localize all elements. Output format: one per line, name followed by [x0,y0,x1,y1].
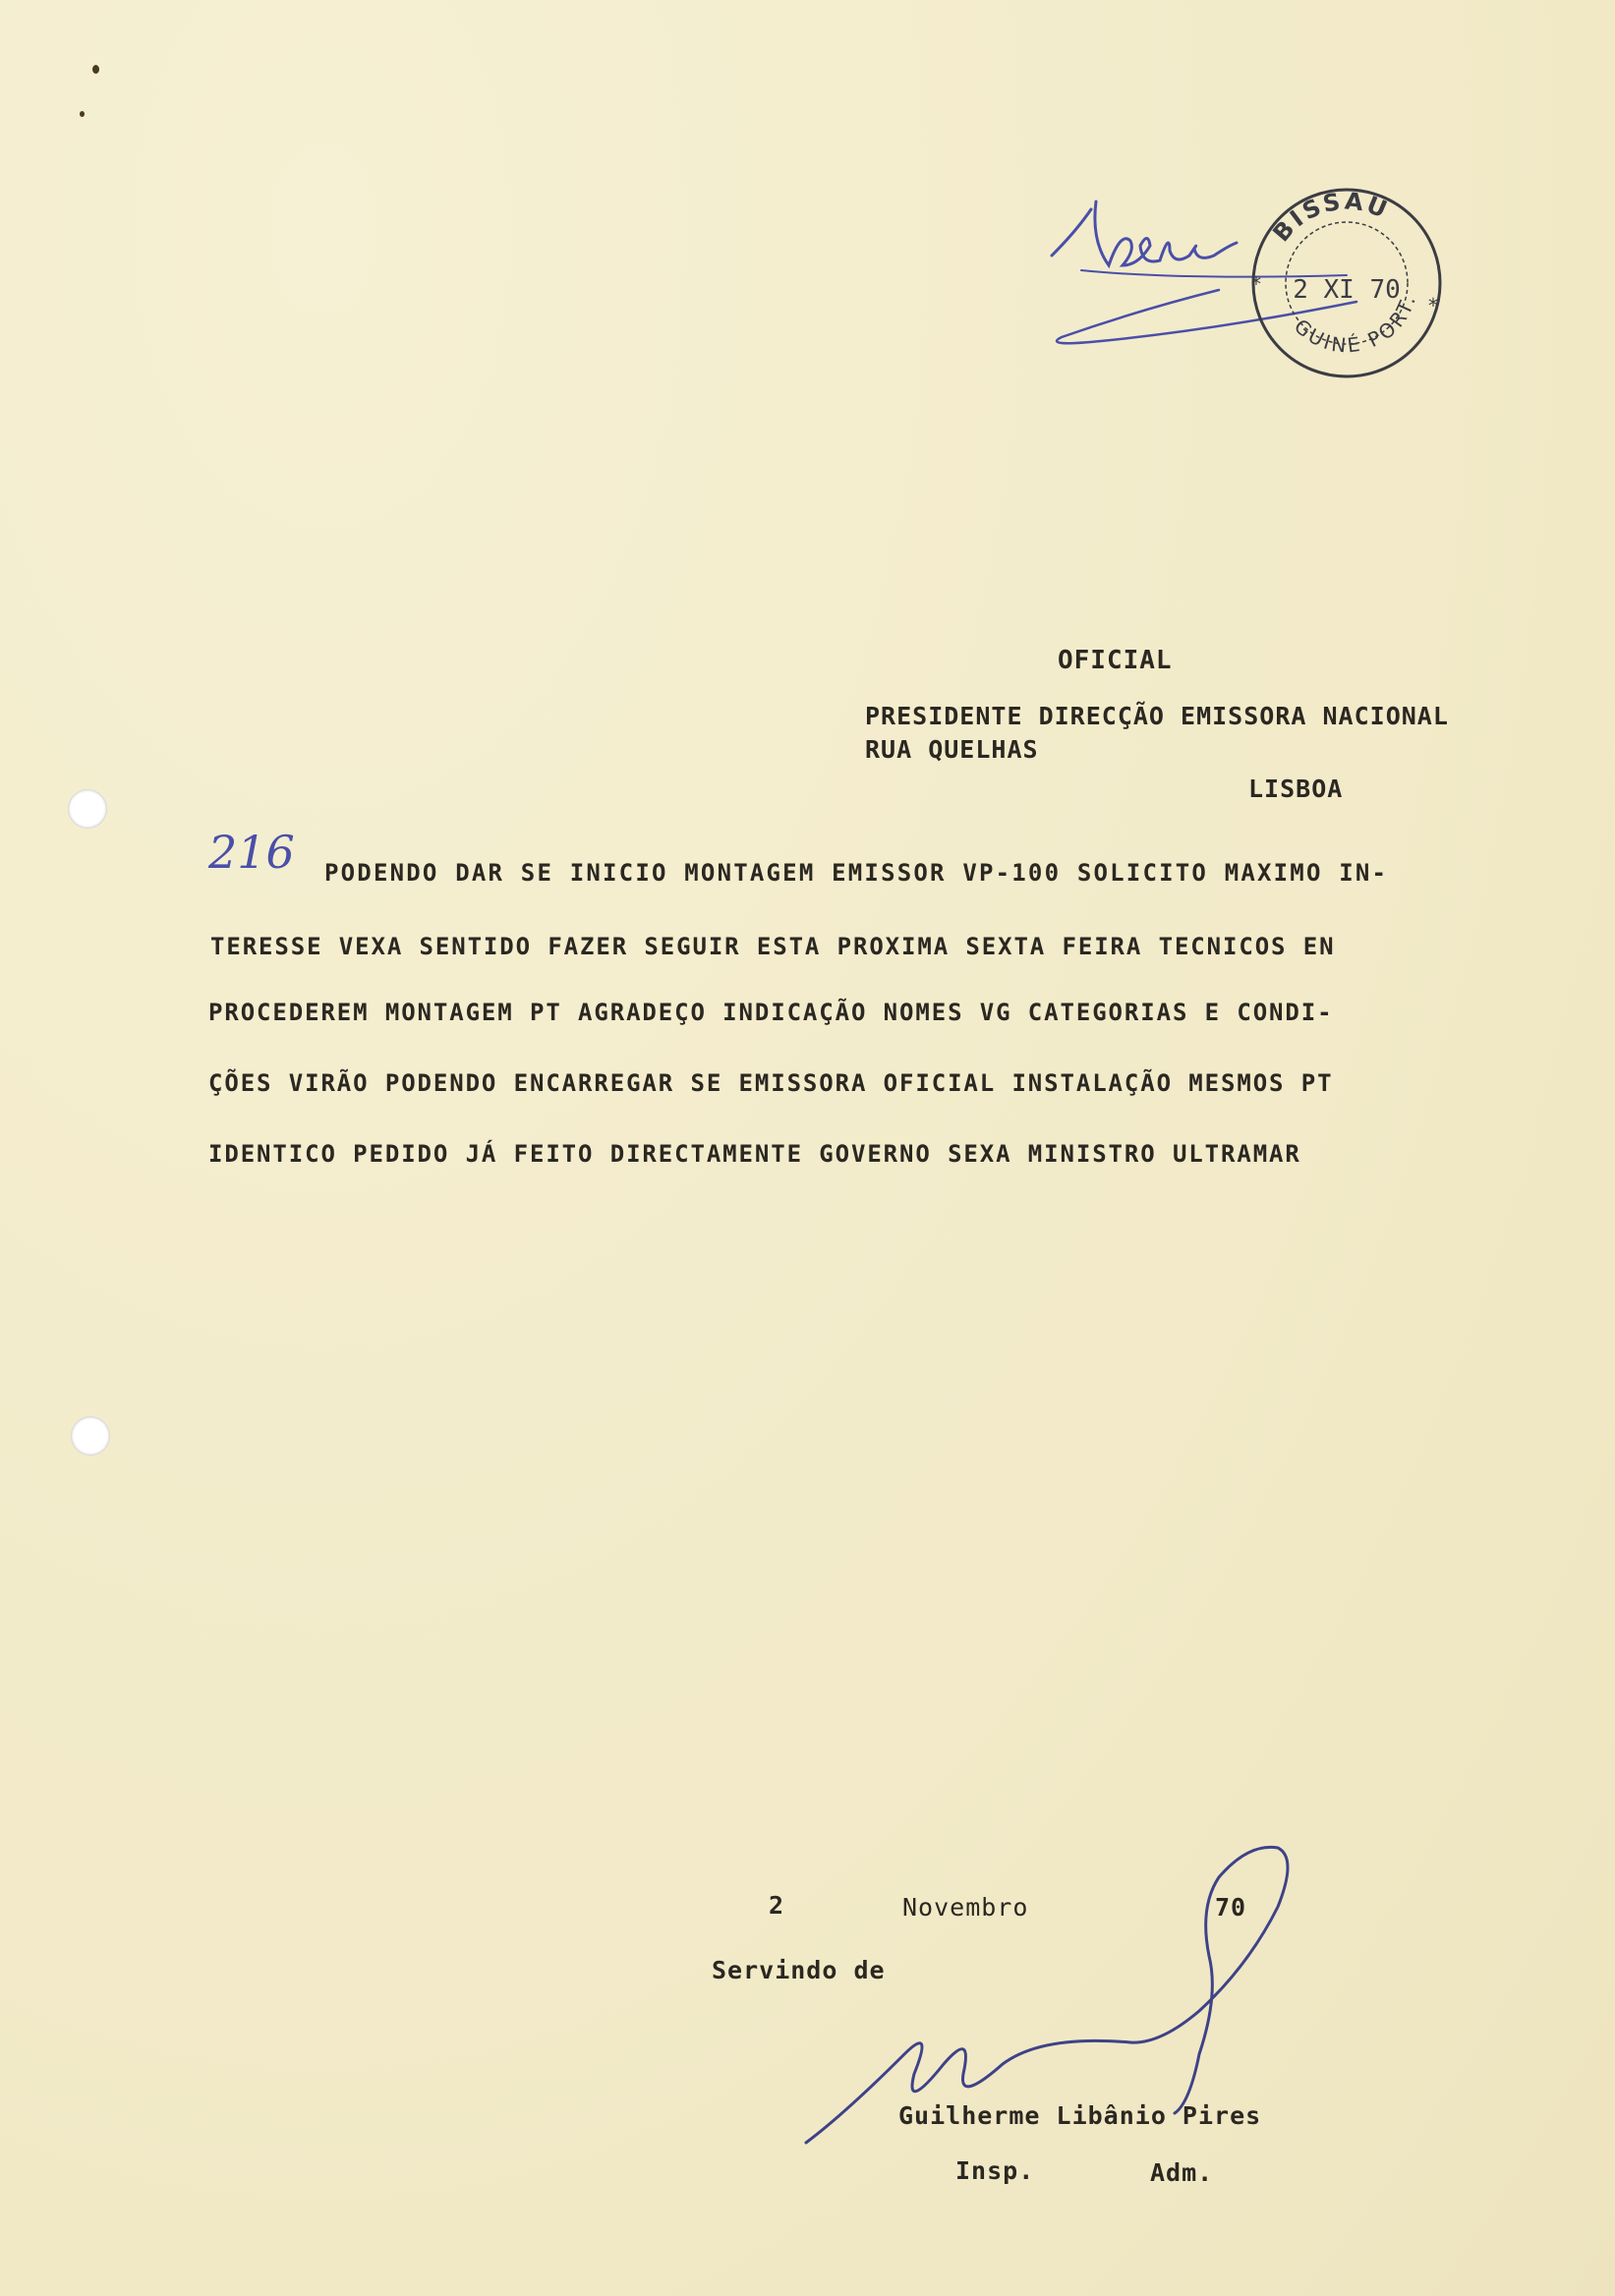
serving-as-label: Servindo de [712,1956,886,1984]
svg-text:*: * [1251,272,1261,296]
stamp-top-text: BISSAU [1267,187,1394,248]
date-day: 2 [769,1891,785,1920]
recipient-city: LISBOA [1248,775,1344,803]
ink-speck [80,111,85,117]
body-line-4: ÇÕES VIRÃO PODENDO ENCARREGAR SE EMISSORA OFICIAL INSTALAÇÃO MESMOS PT [208,1069,1334,1097]
signatory-name: Guilherme Libânio Pires [898,2101,1262,2130]
body-line-5: IDENTICO PEDIDO JÁ FEITO DIRECTAMENTE GOVERNO SEXA MINISTRO ULTRAMAR [208,1140,1301,1168]
signatory-title-part-2: Adm. [1150,2158,1214,2187]
date-year: 70 [1215,1893,1247,1922]
stamp-bottom-text: GUINÉ PORT. [1289,290,1421,358]
postmark-stamp [1234,175,1460,391]
ink-speck [92,65,99,74]
svg-text:*: * [1428,294,1438,317]
stamp-date: 2 XI 70 [1293,275,1401,305]
body-line-1: PODENDO DAR SE INICIO MONTAGEM EMISSOR VP-100 SOLICITO MAXIMO IN- [324,859,1389,887]
svg-text:BISSAU [1267,187,1393,247]
recipient-line-2: RUA QUELHAS [865,735,1039,764]
punch-hole [71,1416,110,1456]
signatory-title-part-1: Insp. [955,2156,1035,2185]
punch-hole [68,789,107,829]
date-month: Novembro [902,1893,1029,1922]
recipient-line-1: PRESIDENTE DIRECÇÃO EMISSORA NACIONAL [865,702,1449,730]
document-heading: OFICIAL [1058,646,1173,675]
handwritten-ref-number: 216 [208,826,295,879]
body-line-3: PROCEDEREM MONTAGEM PT AGRADEÇO INDICAÇÃO NOMES VG CATEGORIAS E CONDI- [208,999,1334,1026]
body-line-2: TERESSE VEXA SENTIDO FAZER SEGUIR ESTA PROXIMA SEXTA FEIRA TECNICOS EN [210,933,1336,960]
